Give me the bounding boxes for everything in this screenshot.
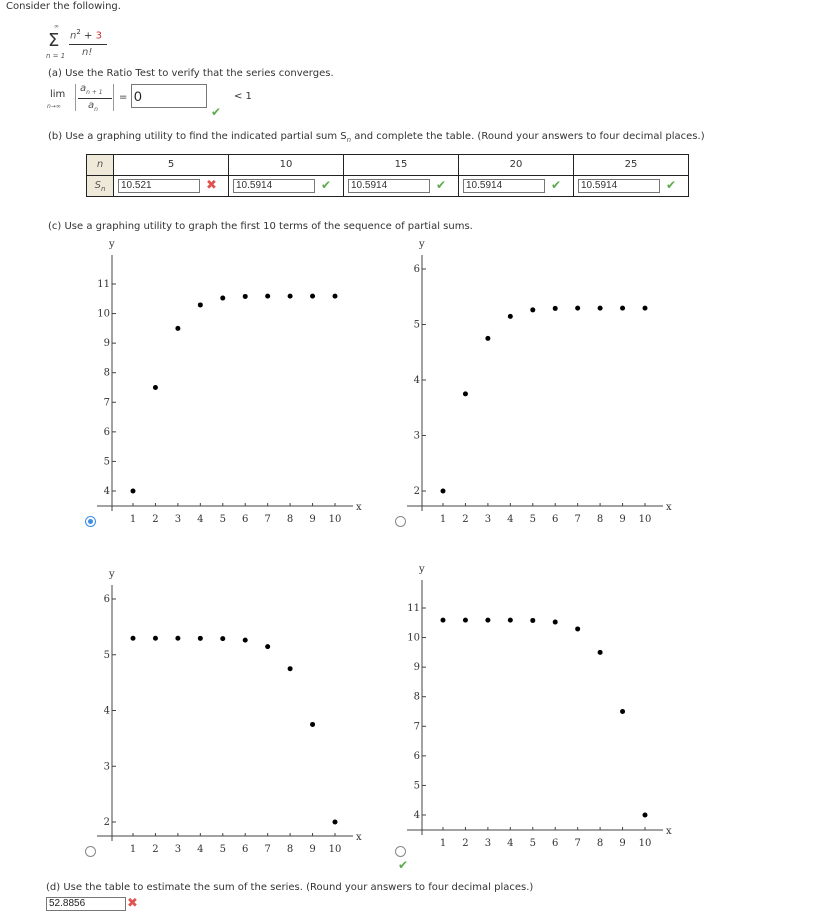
- y-tick-label: 7: [413, 721, 420, 733]
- x-tick-label: 1: [129, 844, 137, 855]
- x-tick-label: 1: [439, 838, 447, 849]
- y-tick-label: 6: [413, 264, 420, 275]
- y-tick-label: 6: [103, 594, 110, 605]
- data-point: [333, 294, 338, 299]
- data-point: [620, 709, 625, 714]
- data-point: [643, 306, 648, 311]
- graph-option-radio-3[interactable]: [85, 846, 96, 857]
- graph-option-radio-4[interactable]: [395, 846, 406, 857]
- x-tick-label: 4: [507, 514, 514, 525]
- graph-option-radio-2[interactable]: [395, 516, 406, 527]
- y-tick-label: 4: [103, 705, 110, 717]
- incorrect-x-icon: ✖: [206, 178, 217, 193]
- y-tick-label: 5: [103, 649, 110, 661]
- x-tick-label: 2: [152, 844, 159, 855]
- x-tick-label: 5: [529, 514, 536, 525]
- x-tick-label: 8: [596, 514, 604, 525]
- x-tick-label: 6: [242, 514, 249, 525]
- header-n: n: [87, 155, 114, 176]
- x-tick-label: 2: [462, 838, 469, 849]
- data-point: [575, 306, 580, 311]
- data-point: [131, 489, 136, 494]
- x-tick-label: 8: [596, 838, 604, 849]
- y-axis-label: y: [109, 239, 115, 250]
- y-tick-label: 3: [413, 430, 420, 442]
- data-point: [553, 620, 558, 625]
- x-tick-label: 10: [638, 514, 652, 525]
- data-point: [198, 302, 203, 307]
- x-axis-label: x: [356, 502, 362, 513]
- data-point: [620, 306, 625, 311]
- column-n: 5: [114, 155, 229, 176]
- x-tick-label: 7: [574, 838, 581, 849]
- series-sum-input[interactable]: 52.8856: [46, 897, 126, 911]
- x-tick-label: 4: [197, 844, 204, 855]
- data-point: [265, 294, 270, 299]
- part-a-prompt: (a) Use the Ratio Test to verify that the series converges.: [48, 68, 334, 79]
- correct-check-icon: ✔: [551, 178, 562, 192]
- data-point: [131, 636, 136, 641]
- x-tick-label: 8: [286, 844, 294, 855]
- data-point: [463, 391, 468, 396]
- ratio-limit-input[interactable]: 0: [131, 84, 207, 108]
- data-point: [243, 294, 248, 299]
- partial-sum-input-20[interactable]: 10.5914: [463, 179, 545, 193]
- x-tick-label: 10: [328, 514, 342, 525]
- column-n: 15: [344, 155, 459, 176]
- y-axis-label: y: [419, 239, 425, 250]
- column-n: 10: [229, 155, 344, 176]
- data-point: [553, 306, 558, 311]
- data-point: [288, 666, 293, 671]
- y-tick-label: 3: [103, 761, 110, 773]
- part-c-prompt: (c) Use a graphing utility to graph the first 10 terms of the sequence of partial sums.: [48, 221, 473, 232]
- y-tick-label: 8: [413, 691, 420, 703]
- x-tick-label: 2: [462, 514, 469, 525]
- y-tick-label: 4: [413, 375, 420, 386]
- x-tick-label: 3: [484, 838, 492, 849]
- data-point: [310, 294, 315, 299]
- x-axis-label: x: [666, 502, 672, 513]
- x-tick-label: 7: [264, 844, 271, 855]
- x-tick-label: 9: [619, 838, 626, 849]
- header-sn: $S_n$: [87, 176, 114, 197]
- graph-option-radio-1[interactable]: [85, 516, 96, 527]
- correct-check-icon: ✔: [436, 178, 447, 192]
- y-tick-label: 5: [413, 319, 420, 331]
- part-d-prompt: (d) Use the table to estimate the sum of the series. (Round your answers to four decimal places.): [46, 882, 534, 893]
- data-point: [175, 326, 180, 331]
- x-tick-label: 4: [507, 838, 514, 849]
- part-b-prompt: (b) Use a graphing utility to find the indicated partial sum $S_n$ and complete the table. (Round your answers to four decimal places.): [48, 131, 705, 144]
- partial-sum-input-25[interactable]: 10.5914: [578, 179, 660, 193]
- x-tick-label: 3: [174, 844, 182, 855]
- y-tick-label: 10: [97, 308, 110, 320]
- data-point: [598, 650, 603, 655]
- data-point: [153, 385, 158, 390]
- x-tick-label: 8: [286, 514, 294, 525]
- x-tick-label: 10: [328, 844, 342, 855]
- data-point: [310, 722, 315, 727]
- y-tick-label: 4: [413, 810, 420, 821]
- correct-check-icon: ✔: [321, 178, 332, 192]
- data-point: [643, 813, 648, 818]
- data-point: [441, 489, 446, 494]
- y-tick-label: 6: [103, 426, 110, 438]
- correct-check-icon: ✔: [398, 858, 409, 872]
- y-tick-label: 2: [413, 486, 420, 497]
- y-tick-label: 8: [103, 367, 110, 379]
- y-tick-label: 5: [413, 780, 420, 792]
- sigma-icon: Σ: [48, 30, 60, 51]
- y-tick-label: 4: [103, 486, 110, 497]
- incorrect-x-icon: ✖: [127, 896, 138, 911]
- data-point: [265, 644, 270, 649]
- data-point: [243, 638, 248, 643]
- data-point: [530, 307, 535, 312]
- y-tick-label: 7: [103, 397, 110, 409]
- x-tick-label: 6: [552, 514, 559, 525]
- x-tick-label: 5: [219, 514, 226, 525]
- x-tick-label: 2: [152, 514, 159, 525]
- data-point: [198, 636, 203, 641]
- data-point: [530, 618, 535, 623]
- y-axis-label: y: [109, 569, 115, 580]
- y-tick-label: 9: [103, 338, 110, 350]
- x-tick-label: 1: [129, 514, 137, 525]
- data-point: [575, 626, 580, 631]
- x-tick-label: 7: [574, 514, 581, 525]
- column-n: 25: [574, 155, 689, 176]
- data-point: [463, 618, 468, 623]
- x-tick-label: 6: [242, 844, 249, 855]
- x-tick-label: 3: [174, 514, 182, 525]
- y-tick-label: 9: [413, 662, 420, 674]
- x-tick-label: 9: [309, 844, 316, 855]
- partial-sum-input-15[interactable]: 10.5914: [348, 179, 430, 193]
- partial-sum-input-5[interactable]: 10.521: [118, 179, 200, 193]
- y-axis-label: y: [419, 564, 425, 575]
- x-tick-label: 6: [552, 838, 559, 849]
- data-point: [220, 296, 225, 301]
- data-point: [288, 294, 293, 299]
- x-tick-label: 3: [484, 514, 492, 525]
- data-point: [333, 820, 338, 825]
- y-tick-label: 2: [103, 817, 110, 828]
- x-tick-label: 10: [638, 838, 652, 849]
- data-point: [508, 618, 513, 623]
- data-point: [153, 636, 158, 641]
- data-point: [441, 618, 446, 623]
- data-point: [485, 618, 490, 623]
- x-axis-label: x: [666, 826, 672, 837]
- y-tick-label: 6: [413, 750, 420, 762]
- x-tick-label: 7: [264, 514, 271, 525]
- data-point: [485, 336, 490, 341]
- y-tick-label: 10: [407, 632, 420, 644]
- data-point: [508, 314, 513, 319]
- data-point: [220, 636, 225, 641]
- y-tick-label: 11: [407, 603, 420, 614]
- x-tick-label: 5: [529, 838, 536, 849]
- x-axis-label: x: [356, 832, 362, 843]
- x-tick-label: 5: [219, 844, 226, 855]
- x-tick-label: 9: [309, 514, 316, 525]
- x-tick-label: 4: [197, 514, 204, 525]
- correct-check-icon: ✔: [666, 178, 677, 192]
- x-tick-label: 1: [439, 514, 447, 525]
- y-tick-label: 5: [103, 456, 110, 468]
- correct-check-icon: ✔: [211, 105, 222, 119]
- y-tick-label: 11: [97, 279, 110, 290]
- column-n: 20: [459, 155, 574, 176]
- data-point: [175, 636, 180, 641]
- intro-text: Consider the following.: [6, 1, 121, 12]
- partial-sum-input-10[interactable]: 10.5914: [233, 179, 315, 193]
- x-tick-label: 9: [619, 514, 626, 525]
- data-point: [598, 306, 603, 311]
